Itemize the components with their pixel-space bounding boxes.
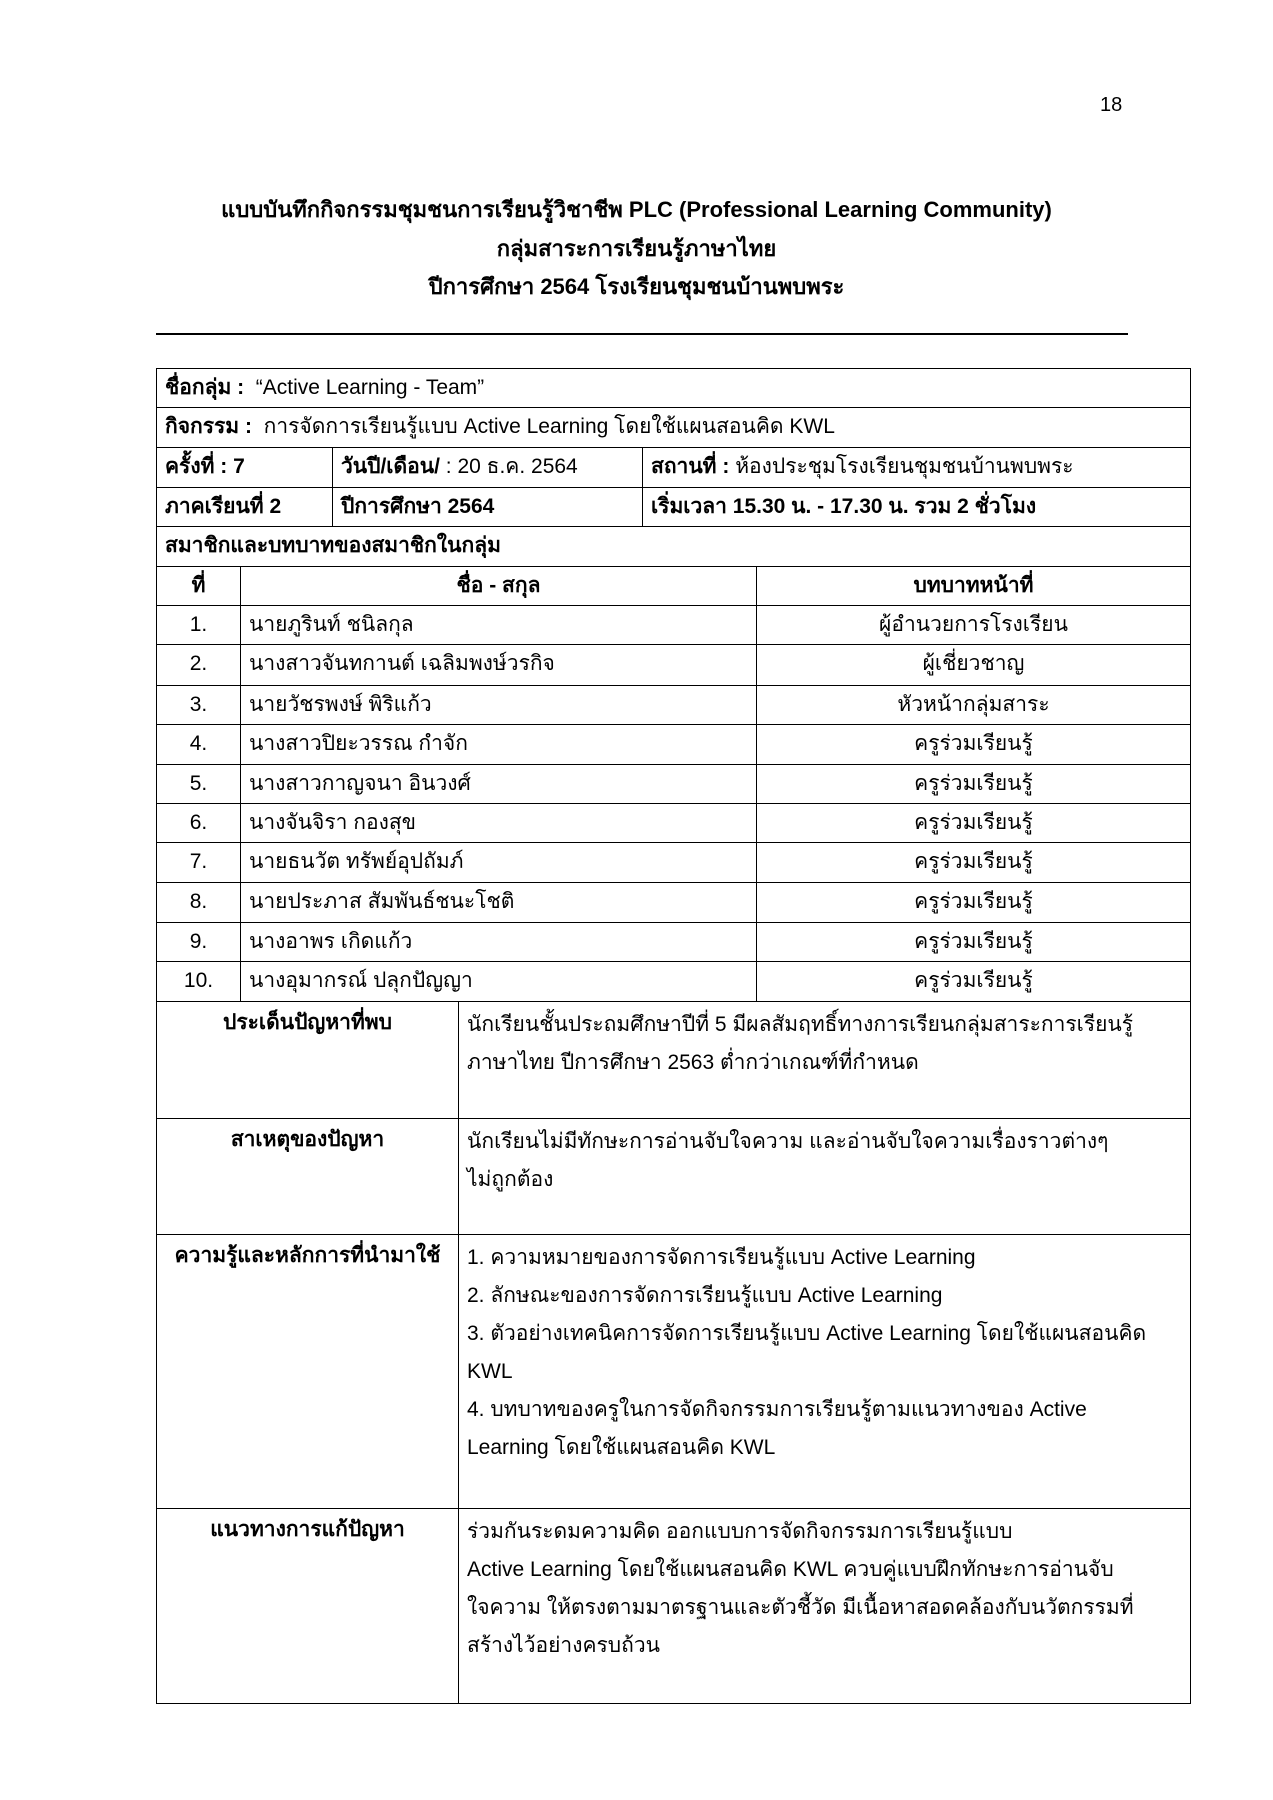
- member-role: ครูร่วมเรียนรู้: [756, 961, 1191, 1002]
- members-heading: สมาชิกและบทบาทของสมาชิกในกลุ่ม: [156, 526, 1191, 567]
- member-no: 5.: [156, 764, 241, 804]
- member-name: นางอุมากรณ์ ปลุกปัญญา: [240, 961, 757, 1002]
- col-header-name: ชื่อ - สกุล: [240, 566, 757, 606]
- title-line-2: กลุ่มสาระการเรียนรู้ภาษาไทย: [496, 236, 777, 261]
- section-line: 3. ตัวอย่างเทคนิคการจัดการเรียนรู้แบบ Active Learning โดยใช้แผนสอนคิด: [467, 1322, 1147, 1345]
- member-name: นายภูรินท์ ชนิลกุล: [240, 605, 757, 645]
- page-number: 18: [1100, 94, 1123, 116]
- section-line: ไม่ถูกต้อง: [467, 1168, 554, 1191]
- section-label: ความรู้และหลักการที่นำมาใช้: [156, 1234, 459, 1509]
- section-line: KWL: [467, 1360, 513, 1383]
- member-role: ครูร่วมเรียนรู้: [756, 803, 1191, 843]
- member-no: 4.: [156, 724, 241, 765]
- member-role: ครูร่วมเรียนรู้: [756, 882, 1191, 923]
- member-name: นางสาวกาญจนา อินวงศ์: [240, 764, 757, 804]
- col-header-no: ที่: [156, 566, 241, 606]
- section-line: ภาษาไทย ปีการศึกษา 2563 ต่ำกว่าเกณฑ์ที่กำหนด: [467, 1051, 919, 1074]
- section-content: [458, 1508, 1191, 1704]
- group-name-row: [156, 368, 1191, 408]
- member-no: 3.: [156, 685, 241, 725]
- member-name: นางสาวปิยะวรรณ กำจัก: [240, 724, 757, 765]
- section-label: แนวทางการแก้ปัญหา: [156, 1508, 459, 1704]
- member-no: 2.: [156, 644, 241, 686]
- section-label: ประเด็นปัญหาที่พบ: [156, 1001, 459, 1119]
- activity-value: การจัดการเรียนรู้แบบ Active Learning โดยใช้แผนสอนคิด KWL: [263, 415, 835, 438]
- member-no: 9.: [156, 922, 241, 962]
- activity-row: [156, 407, 1191, 448]
- member-no: 8.: [156, 882, 241, 923]
- session-value: 7: [233, 455, 245, 478]
- section-line: สร้างไว้อย่างครบถ้วน: [467, 1634, 660, 1657]
- place-label: สถานที่ :: [651, 455, 730, 478]
- section-line: ใจความ ให้ตรงตามมาตรฐานและตัวชี้วัด มีเนื้อหาสอดคล้องกับนวัตกรรมที่: [467, 1596, 1134, 1619]
- title-line-3: ปีการศึกษา 2564 โรงเรียนชุมชนบ้านพบพระ: [428, 274, 845, 299]
- session-cell: [156, 447, 333, 488]
- member-role: ครูร่วมเรียนรู้: [756, 922, 1191, 962]
- group-label: ชื่อกลุ่ม :: [165, 376, 245, 399]
- member-role: ผู้อำนวยการโรงเรียน: [756, 605, 1191, 645]
- member-name: นางสาวจันทกานต์ เฉลิมพงษ์วรกิจ: [240, 644, 757, 686]
- member-no: 1.: [156, 605, 241, 645]
- place-cell: [642, 447, 1191, 488]
- date-cell: [332, 447, 643, 488]
- date-label: วันปี/เดือน/: [341, 455, 440, 478]
- section-line: 2. ลักษณะของการจัดการเรียนรู้แบบ Active Learning: [467, 1284, 943, 1307]
- section-line: Learning โดยใช้แผนสอนคิด KWL: [467, 1436, 776, 1459]
- section-line: 4. บทบาทของครูในการจัดกิจกรรมการเรียนรู้ตามแนวทางของ Active: [467, 1398, 1087, 1421]
- date-value: : 20 ธ.ค. 2564: [445, 455, 578, 478]
- member-role: หัวหน้ากลุ่มสาระ: [756, 685, 1191, 725]
- member-name: นายประภาส สัมพันธ์ชนะโชติ: [240, 882, 757, 923]
- semester-cell: ภาคเรียนที่ 2: [156, 487, 333, 527]
- group-value: “Active Learning - Team”: [255, 376, 485, 399]
- member-no: 7.: [156, 842, 241, 883]
- divider: [156, 333, 1128, 335]
- year-cell: ปีการศึกษา 2564: [332, 487, 643, 527]
- section-line: นักเรียนไม่มีทักษะการอ่านจับใจความ และอ่านจับใจความเรื่องราวต่างๆ: [467, 1130, 1109, 1153]
- member-role: ครูร่วมเรียนรู้: [756, 724, 1191, 765]
- member-no: 6.: [156, 803, 241, 843]
- member-role: ครูร่วมเรียนรู้: [756, 842, 1191, 883]
- time-cell: เริ่มเวลา 15.30 น. - 17.30 น. รวม 2 ชั่วโมง: [642, 487, 1191, 527]
- section-line: นักเรียนชั้นประถมศึกษาปีที่ 5 มีผลสัมฤทธิ์ทางการเรียนกลุ่มสาระการเรียนรู้: [467, 1013, 1134, 1036]
- member-no: 10.: [156, 961, 241, 1002]
- member-role: ครูร่วมเรียนรู้: [756, 764, 1191, 804]
- section-content: [458, 1118, 1191, 1235]
- member-name: นางจันจิรา กองสุข: [240, 803, 757, 843]
- section-line: 1. ความหมายของการจัดการเรียนรู้แบบ Active Learning: [467, 1246, 976, 1269]
- section-label: สาเหตุของปัญหา: [156, 1118, 459, 1235]
- member-name: นายธนวัต ทรัพย์อุปถัมภ์: [240, 842, 757, 883]
- activity-label: กิจกรรม :: [165, 415, 252, 438]
- section-content: [458, 1001, 1191, 1119]
- section-line: Active Learning โดยใช้แผนสอนคิด KWL ควบคู่แบบฝึกทักษะการอ่านจับ: [467, 1558, 1114, 1581]
- member-name: นายวัชรพงษ์ พิริแก้ว: [240, 685, 757, 725]
- place-value: ห้องประชุมโรงเรียนชุมชนบ้านพบพระ: [735, 455, 1074, 478]
- section-content: [458, 1234, 1191, 1509]
- title-line-1: แบบบันทึกกิจกรรมชุมชนการเรียนรู้วิชาชีพ PLC (Professional Learning Community): [221, 197, 1052, 222]
- section-line: ร่วมกันระดมความคิด ออกแบบการจัดกิจกรรมการเรียนรู้แบบ: [467, 1520, 1013, 1543]
- member-role: ผู้เชี่ยวชาญ: [756, 644, 1191, 686]
- member-name: นางอาพร เกิดแก้ว: [240, 922, 757, 962]
- session-label: ครั้งที่ :: [165, 455, 228, 478]
- col-header-role: บทบาทหน้าที่: [756, 566, 1191, 606]
